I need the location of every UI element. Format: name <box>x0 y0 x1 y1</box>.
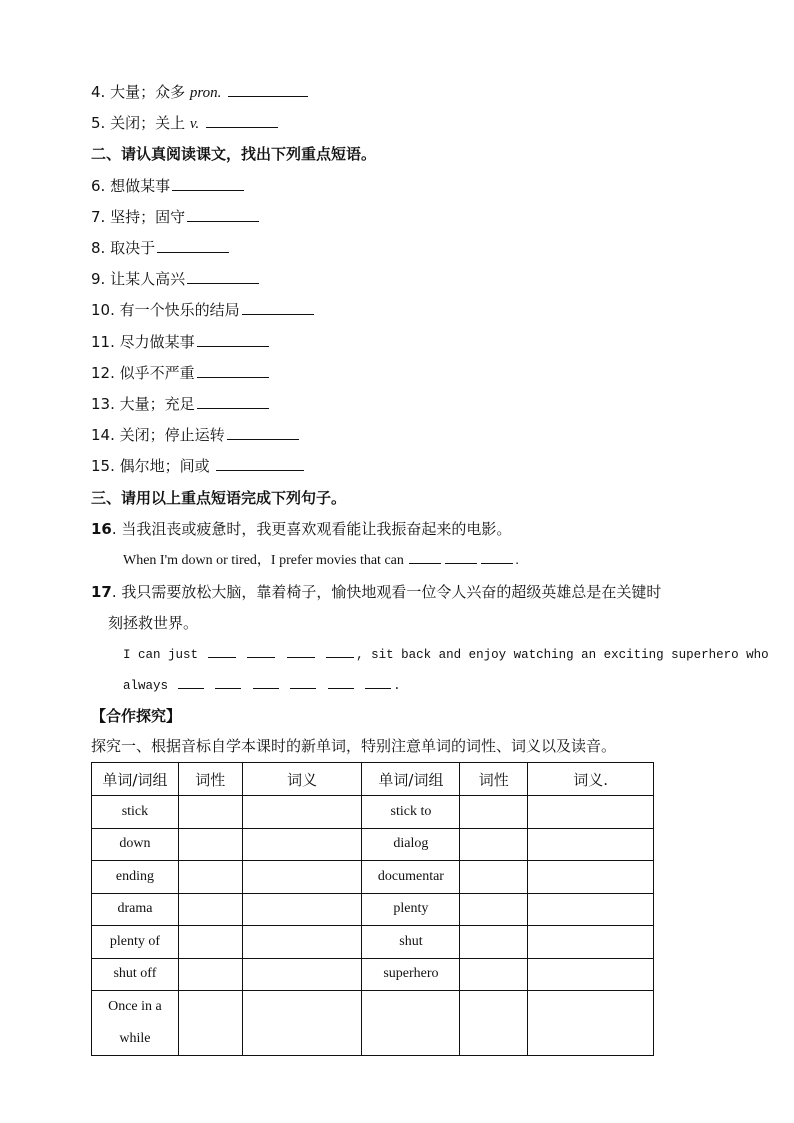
word-cell <box>362 991 460 1056</box>
phrase-item: 7. 坚持；固守 <box>91 207 259 227</box>
answer-cell[interactable] <box>460 828 528 861</box>
answer-blank[interactable] <box>228 82 308 97</box>
header-cell: 单词/词组 <box>92 763 179 796</box>
answer-cell[interactable] <box>242 926 362 959</box>
vocabulary-table <box>91 762 654 1056</box>
answer-blank[interactable] <box>328 678 354 689</box>
answer-cell[interactable] <box>460 958 528 991</box>
answer-cell[interactable] <box>460 926 528 959</box>
answer-cell[interactable] <box>460 991 528 1056</box>
part-of-speech: v. <box>189 116 200 132</box>
word-cell: drama <box>92 893 179 926</box>
vocab-item <box>91 82 308 103</box>
question-chinese: . 当我沮丧或疲惫时，我更喜欢观看能让我振奋起来的电影。 <box>111 520 512 538</box>
section-2-title: 二、请认真阅读课文，找出下列重点短语。 <box>91 145 377 163</box>
word-cell: plenty of <box>92 926 179 959</box>
answer-cell[interactable] <box>528 926 654 959</box>
table-row <box>92 828 654 861</box>
answer-cell[interactable] <box>242 861 362 894</box>
answer-cell[interactable] <box>528 958 654 991</box>
question-16-english: When I'm down or tired，I prefer movies that can . <box>123 553 519 568</box>
table-row <box>92 796 654 829</box>
answer-cell[interactable] <box>242 796 362 829</box>
word-cell: stick to <box>362 796 460 829</box>
answer-cell[interactable] <box>460 893 528 926</box>
word-cell: plenty <box>362 893 460 926</box>
answer-cell[interactable] <box>178 828 242 861</box>
answer-blank[interactable] <box>197 332 269 347</box>
answer-blank[interactable] <box>242 300 314 315</box>
table-row <box>92 926 654 959</box>
word-cell: documentar <box>362 861 460 894</box>
table-header-row <box>92 763 654 796</box>
word-cell: shut <box>362 926 460 959</box>
answer-blank[interactable] <box>216 456 304 471</box>
explore-instruction: 探究一、根据音标自学本课时的新单词，特别注意单词的词性、词义以及读音。 <box>91 737 617 755</box>
answer-blank[interactable] <box>197 363 269 378</box>
phrase-item: 11. 尽力做某事 <box>91 332 269 352</box>
answer-blank[interactable] <box>290 678 316 689</box>
part-of-speech: pron. <box>189 85 222 101</box>
cooperative-inquiry-title: 【合作探究】 <box>91 707 182 725</box>
answer-cell[interactable] <box>242 991 362 1056</box>
question-17 <box>91 582 661 602</box>
answer-cell[interactable] <box>242 893 362 926</box>
word-cell: stick <box>92 796 179 829</box>
question-number: 17 <box>91 583 112 601</box>
table-row <box>92 991 654 1056</box>
item-chinese: 关闭；关上 <box>110 114 186 132</box>
word-cell: shut off <box>92 958 179 991</box>
question-16 <box>91 519 511 539</box>
header-cell: 词义. <box>528 763 654 796</box>
item-number: 4. <box>91 83 106 101</box>
answer-blank[interactable] <box>197 394 269 409</box>
answer-blank[interactable] <box>287 647 315 658</box>
phrase-item: 15. 偶尔地；间或 <box>91 456 304 476</box>
table-row <box>92 893 654 926</box>
answer-blank[interactable] <box>253 678 279 689</box>
answer-blank[interactable] <box>208 647 236 658</box>
answer-blank[interactable] <box>215 678 241 689</box>
word-cell: ending <box>92 861 179 894</box>
answer-cell[interactable] <box>242 828 362 861</box>
phrase-item: 10. 有一个快乐的结局 <box>91 300 314 320</box>
answer-cell[interactable] <box>528 861 654 894</box>
answer-blank[interactable] <box>227 425 299 440</box>
answer-cell[interactable] <box>178 796 242 829</box>
question-17-english-2: always . <box>123 679 401 693</box>
answer-cell[interactable] <box>460 861 528 894</box>
answer-blank[interactable] <box>206 113 278 128</box>
answer-cell[interactable] <box>178 926 242 959</box>
answer-blank[interactable] <box>409 553 441 564</box>
answer-blank[interactable] <box>481 553 513 564</box>
phrase-item: 14. 关闭；停止运转 <box>91 425 299 445</box>
phrase-item: 6. 想做某事 <box>91 176 244 196</box>
header-cell: 单词/词组 <box>362 763 460 796</box>
question-number: 16 <box>91 520 112 538</box>
answer-cell[interactable] <box>242 958 362 991</box>
table-row <box>92 861 654 894</box>
section-3-title: 三、请用以上重点短语完成下列句子。 <box>91 489 347 507</box>
answer-blank[interactable] <box>445 553 477 564</box>
answer-blank[interactable] <box>247 647 275 658</box>
word-cell: dialog <box>362 828 460 861</box>
table-row <box>92 958 654 991</box>
header-cell: 词义 <box>242 763 362 796</box>
phrase-item: 13. 大量；充足 <box>91 394 269 414</box>
word-cell: Once in a while <box>92 991 179 1056</box>
phrase-item: 8. 取决于 <box>91 238 229 258</box>
item-number: 5. <box>91 114 106 132</box>
answer-blank[interactable] <box>187 207 259 222</box>
answer-blank[interactable] <box>187 269 259 284</box>
phrase-item: 12. 似乎不严重 <box>91 363 269 383</box>
question-17-english-1: I can just , sit back and enjoy watching an exciting superhero who <box>123 648 769 662</box>
header-cell: 词性 <box>178 763 242 796</box>
question-chinese: . 我只需要放松大脑，靠着椅子，愉快地观看一位令人兴奋的超级英雄总是在关键时 <box>111 583 662 601</box>
answer-cell[interactable] <box>178 991 242 1056</box>
answer-blank[interactable] <box>172 176 244 191</box>
answer-cell[interactable] <box>528 796 654 829</box>
answer-cell[interactable] <box>528 828 654 861</box>
word-cell: superhero <box>362 958 460 991</box>
item-chinese: 大量；众多 <box>110 83 186 101</box>
answer-blank[interactable] <box>178 678 204 689</box>
answer-cell[interactable] <box>528 991 654 1056</box>
word-cell: down <box>92 828 179 861</box>
answer-blank[interactable] <box>157 238 229 253</box>
answer-cell[interactable] <box>178 893 242 926</box>
answer-cell[interactable] <box>178 861 242 894</box>
vocab-item <box>91 113 278 134</box>
answer-cell[interactable] <box>528 893 654 926</box>
header-cell: 词性 <box>460 763 528 796</box>
question-17-line2: 刻拯救世界。 <box>108 614 199 632</box>
answer-cell[interactable] <box>178 958 242 991</box>
answer-blank[interactable] <box>365 678 391 689</box>
answer-cell[interactable] <box>460 796 528 829</box>
phrase-item: 9. 让某人高兴 <box>91 269 259 289</box>
answer-blank[interactable] <box>326 647 354 658</box>
